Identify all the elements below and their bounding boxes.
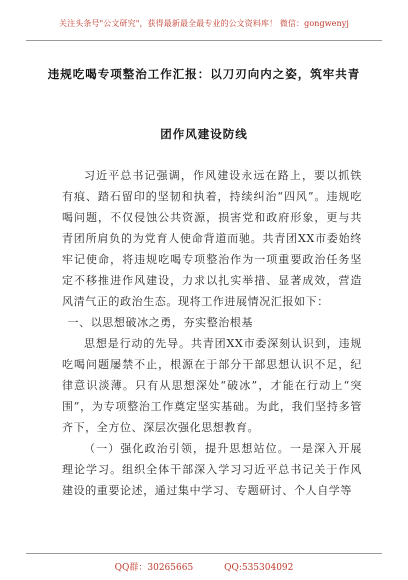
- header-divider: [26, 40, 382, 41]
- document-title-line-2: 团作风建设防线: [160, 127, 248, 141]
- header-note: 关注头条号"公文研究"，获得最新最全最专业的公文资料库！ 微信：gongwenyj: [59, 19, 349, 28]
- footer-qq-group: QQ群：30265665: [114, 563, 194, 573]
- footer-divider: [26, 553, 382, 554]
- section-heading-1: 一、以思想破冰之勇，夯实整治根基: [67, 316, 254, 329]
- document-body: [62, 165, 362, 501]
- footer-qq-number: QQ:535304092: [224, 563, 294, 573]
- body-paragraph-2: 思想是行动的先导。共青团XX市委深刻认识到，违规吃喝问题屡禁不止，根源在于部分干部思想认识不足，纪律意识淡薄。只有从思想深处“破冰”，才能在行动上“突围”，为专项整治工作奠定坚实基础。为此，我们坚持多管齐下，全方位、深层次强化思想教育。: [62, 337, 362, 434]
- body-paragraph-3: （一）强化政治引领，提升思想站位。一是深入开展理论学习。组织全体干部深入学习习近平总书记关于作风建设的重要论述，通过集中学习、专题研讨、个人自学等: [62, 442, 362, 497]
- body-paragraph-intro: 习近平总书记强调，作风建设永远在路上，要以抓铁有痕、踏石留印的坚韧和执着，持续纠治“四风”。违规吃喝问题，不仅侵蚀公共资源，损害党和政府形象，更与共青团所肩负的为党育人使命背道而驰。共青团XX市委始终牢记使命，将违规吃喝专项整治作为一项重要政治任务坚定不移推进作风建设，力求以扎实举措、显著成效，营造风清气正的政治生态。现将工作进展情况汇报如下：: [62, 169, 362, 308]
- document-title-line-1: 违规吃喝专项整治工作汇报：以刀刃向内之姿，筑牢共青: [47, 67, 361, 81]
- footer-note: [0, 560, 408, 573]
